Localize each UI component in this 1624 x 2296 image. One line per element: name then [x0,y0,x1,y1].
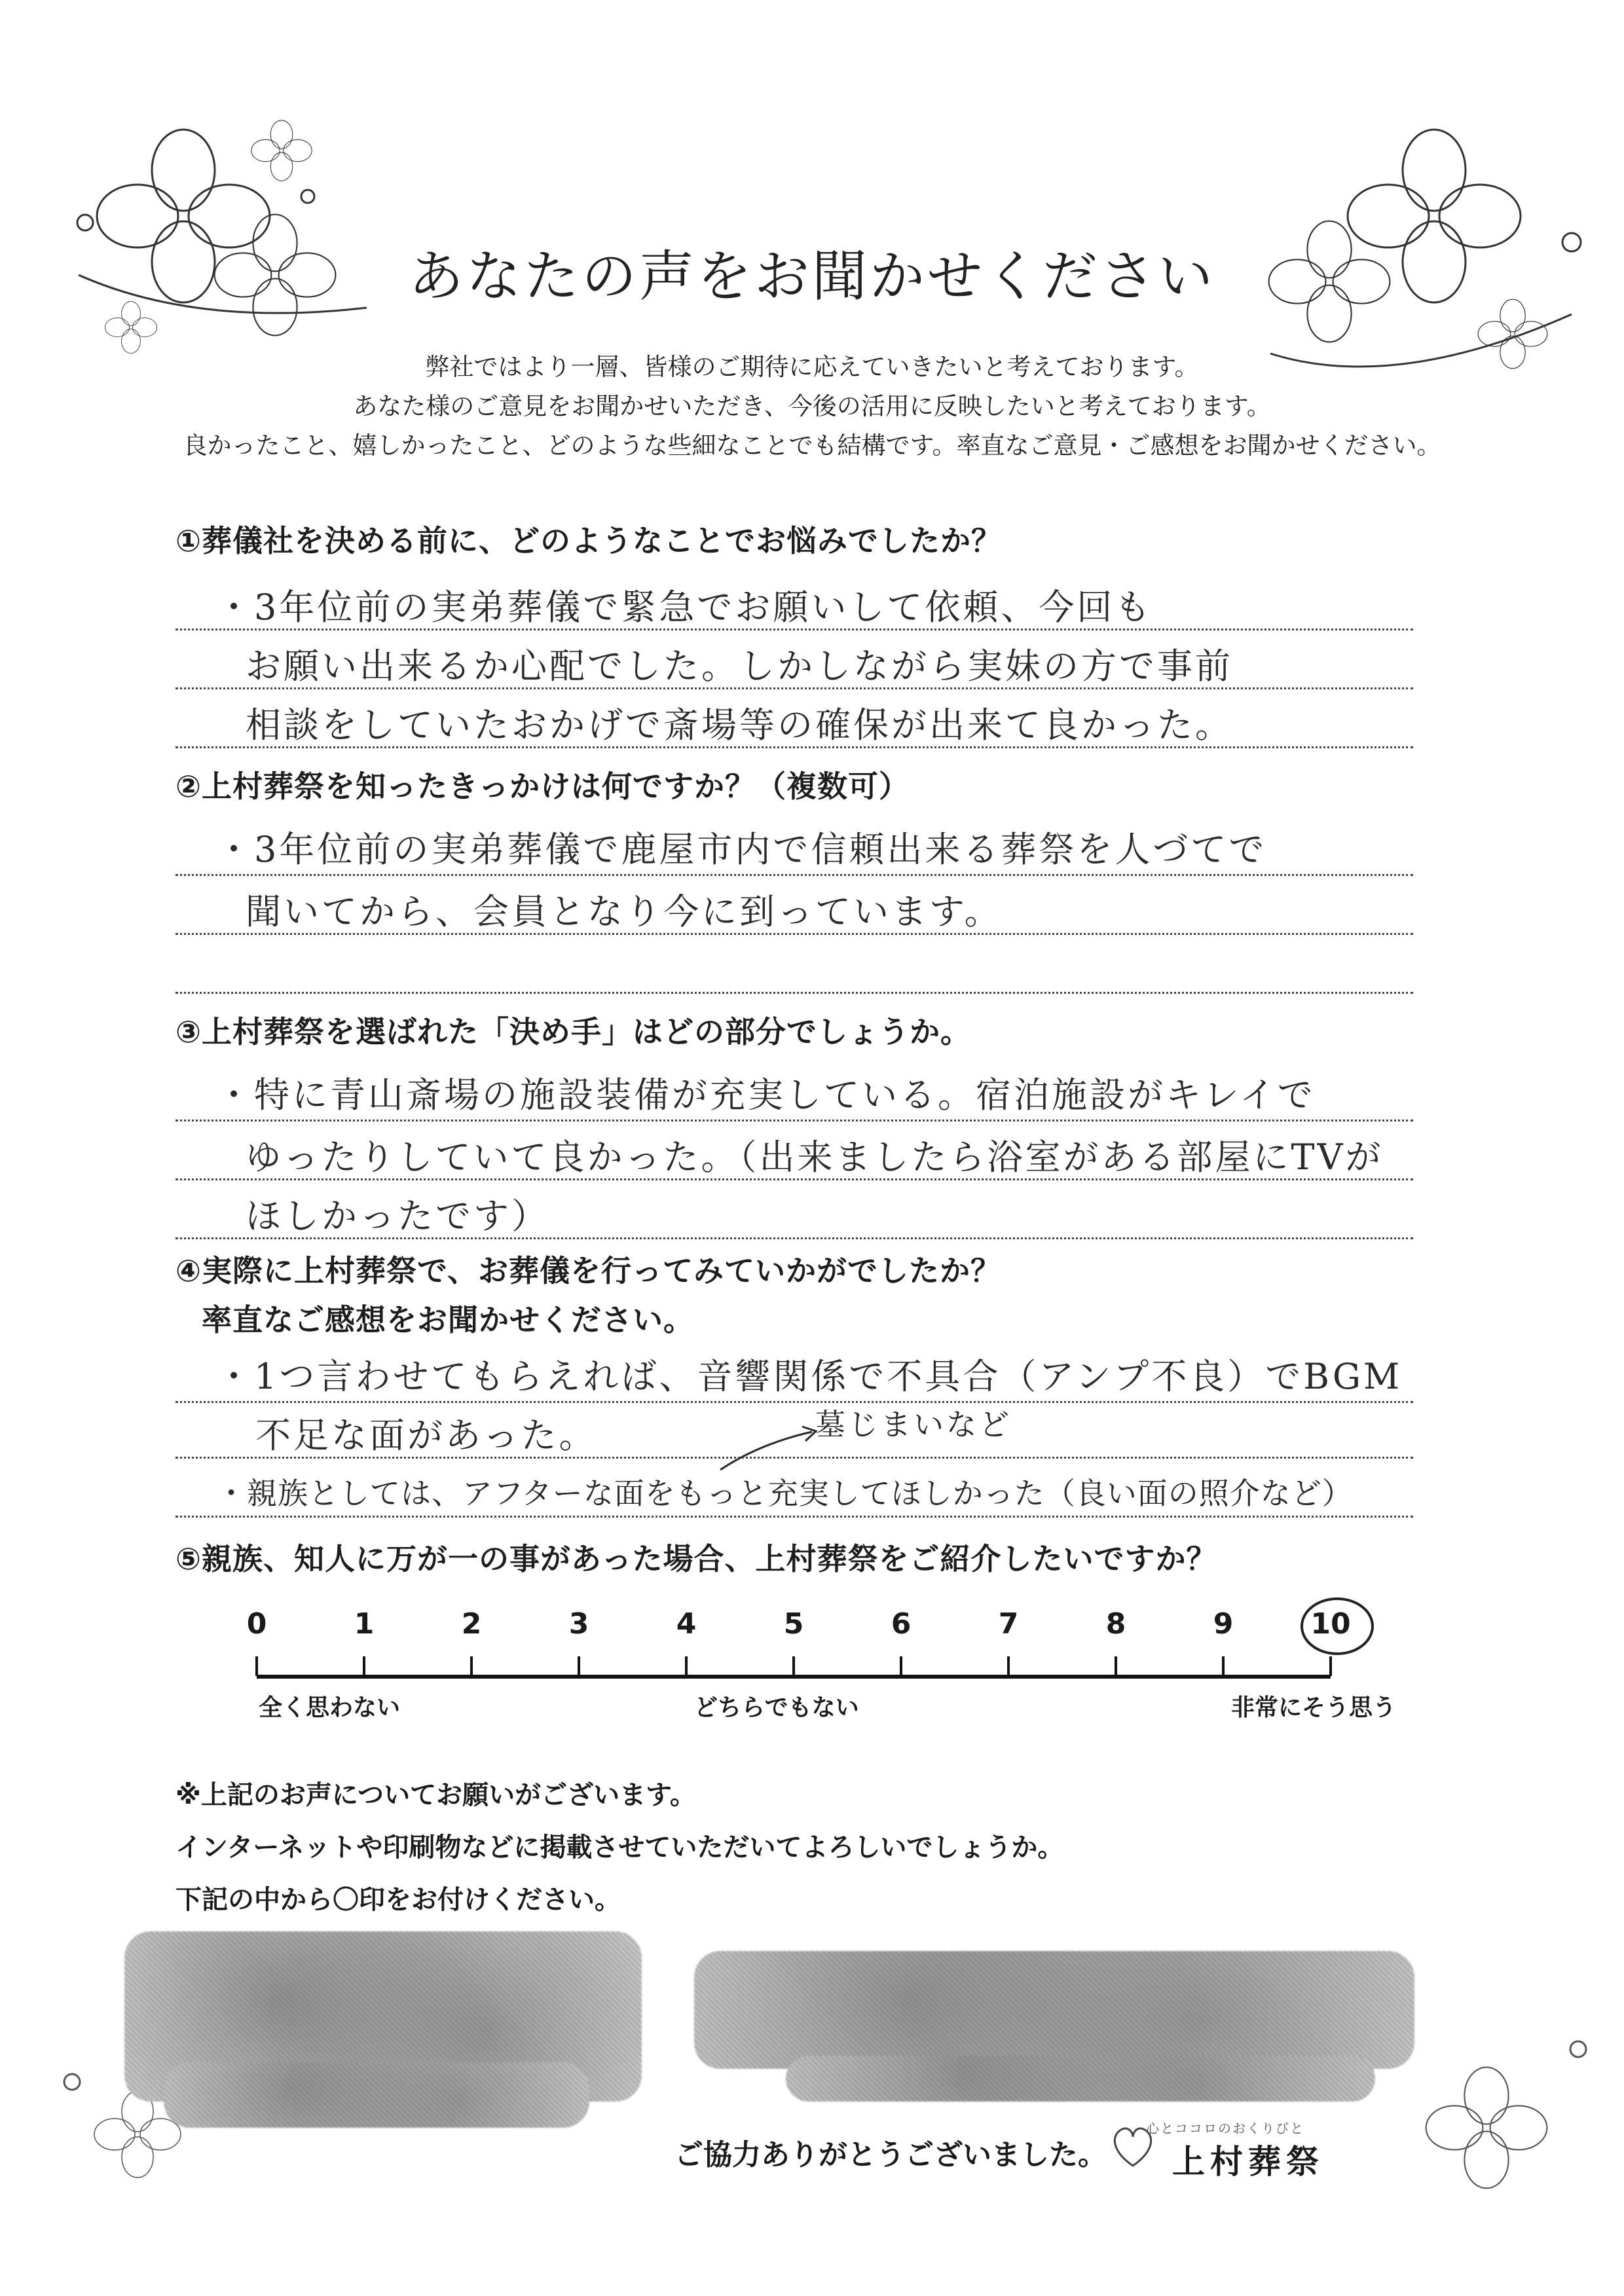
logo-tagline: 心とココロのおくりびと [1146,2121,1304,2136]
answer-rule [175,746,1413,748]
scale-number: 1 [354,1607,375,1641]
answer-1-line-2: お願い出来るか心配でした。しかしながら実妹の方で事前 [246,646,1233,687]
scale-label-high: 非常にそう思う [1231,1694,1397,1721]
intro-line-1: 弊社ではより一層、皆様のご期待に応えていきたいと考えております。 [425,353,1199,381]
answer-4-insert-note: 墓じまいなど [815,1407,1012,1442]
answer-4-line-2: 不足な面があった。 [255,1415,597,1456]
page-title: あなたの声をお聞かせください [408,244,1215,308]
scale-tick [1007,1656,1010,1676]
answer-rule [175,1237,1413,1239]
question-4-label: ④実際に上村葬祭で、お葬儀を行ってみていかがでしたか？ [175,1253,1002,1288]
answer-rule [175,874,1413,876]
scale-tick [578,1656,580,1676]
answer-rule [175,1178,1413,1180]
notice-line-2: インターネットや印刷物などに掲載させていただいてよろしいでしょうか。 [175,1832,1064,1863]
question-3-label: ③上村葬祭を選ばれた「決め手」はどの部分でしょうか。 [175,1014,971,1049]
scale-label-low: 全く思わない [259,1694,401,1721]
scale-number: 7 [998,1607,1019,1641]
question-5-label: ⑤親族、知人に万が一の事があった場合、上村葬祭をご紹介したいですか？ [175,1541,1217,1576]
company-logo-name: 上村葬祭 [1172,2143,1324,2181]
scale-tick [470,1656,473,1676]
answer-3-line-3: ほしかったです） [246,1195,549,1237]
answer-4-line-1: ・1つ言わせてもらえれば、音響関係で不具合（アンプ不良）でBGM [216,1356,1403,1397]
redacted-area-right [694,1951,1414,2069]
scale-tick [685,1656,688,1676]
answer-rule [175,1457,1413,1459]
answer-rule [175,992,1413,994]
answer-4-line-3: ・親族としては、アフターな面をもっと充実してほしかった（良い面の照介など） [216,1476,1353,1511]
scale-number: 5 [783,1607,804,1641]
question-2-label: ②上村葬祭を知ったきっかけは何ですか？（複数可） [175,769,910,804]
scale-number: 2 [461,1607,482,1641]
scale-number: 10 [1310,1607,1351,1641]
scale-number: 3 [568,1607,589,1641]
scale-tick [792,1656,795,1676]
answer-rule [175,1401,1413,1403]
intro-line-2: あなた様のご意見をお聞かせいただき、今後の活用に反映したいと考えております。 [353,392,1271,420]
redacted-area-right-lower [786,2056,1375,2102]
answer-1-line-1: ・3年位前の実弟葬儀で緊急でお願いして依頼、今回も [216,587,1153,628]
selected-rating-circle [1301,1597,1374,1655]
answer-2-line-2: 聞いてから、会員となり今に到っています。 [246,891,1003,932]
scale-tick [900,1656,902,1676]
redacted-area-left-lower [164,2062,589,2128]
answer-rule [175,629,1413,630]
insert-arrow-icon [714,1424,825,1476]
answer-rule [175,1120,1413,1121]
question-4-sublabel: 率直なご感想をお聞かせください。 [202,1302,694,1338]
scale-number: 8 [1105,1607,1126,1641]
notice-line-1: ※上記のお声についてお願いがございます。 [175,1780,696,1810]
answer-rule [175,1516,1413,1518]
answer-3-line-2: ゆったりしていて良かった。（出来ましたら浴室がある部屋にTVが [246,1137,1384,1178]
answer-rule [175,933,1413,935]
thanks-message: ご協力ありがとうございました。 [674,2138,1107,2172]
scale-number: 9 [1213,1607,1234,1641]
notice-line-3: 下記の中から〇印をお付けください。 [175,1885,621,1915]
scale-tick [363,1656,365,1676]
scale-tick [1115,1656,1117,1676]
question-1-label: ①葬儀社を決める前に、どのようなことでお悩みでしたか？ [175,523,1002,558]
scale-tick [1222,1656,1225,1676]
scale-number: 6 [891,1607,912,1641]
intro-line-3: 良かったこと、嬉しかったこと、どのような些細なことでも結構です。率直なご意見・ご感想をお聞かせください。 [183,431,1441,460]
scale-tick [255,1656,258,1676]
answer-1-line-3: 相談をしていたおかげで斎場等の確保が出来て良かった。 [246,704,1233,746]
answer-2-line-1: ・3年位前の実弟葬儀で鹿屋市内で信頼出来る葬祭を人づてで [216,829,1267,870]
scale-label-mid: どちらでもない [694,1694,859,1721]
answer-rule [175,687,1413,689]
scale-number: 0 [246,1607,267,1641]
scale-tick [1329,1656,1332,1676]
clover-decoration-top-left-icon [0,0,458,367]
scale-number: 4 [676,1607,697,1641]
answer-3-line-1: ・特に青山斎場の施設装備が充実している。宿泊施設がキレイで [216,1074,1316,1116]
